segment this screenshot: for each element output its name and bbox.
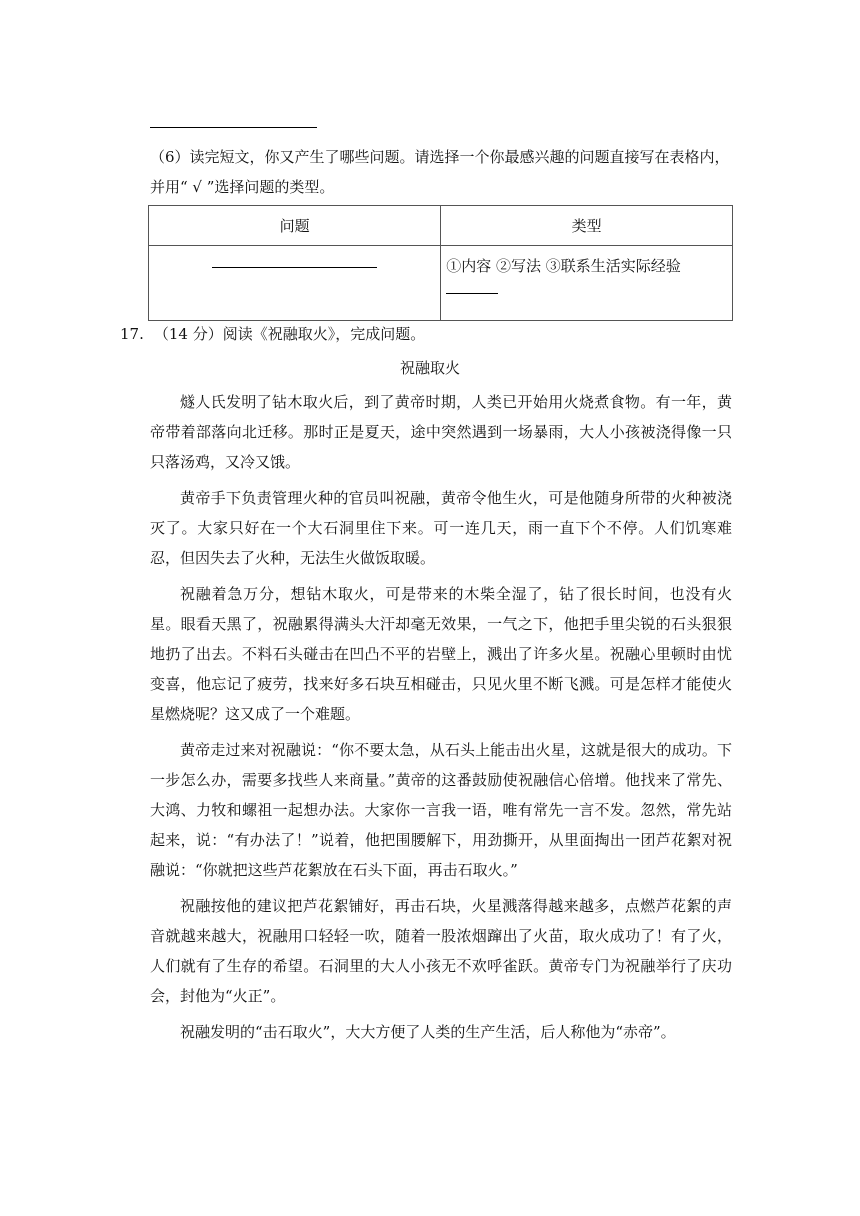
table-header-type: 类型 [441, 206, 733, 246]
question-answer-cell[interactable] [149, 246, 441, 321]
table-header-question: 问题 [149, 206, 441, 246]
table-row [149, 246, 733, 321]
question-17-prompt: （14 分）阅读《祝融取火》，完成问题。 [153, 325, 426, 343]
story-paragraph: 燧人氏发明了钻木取火后，到了黄帝时期，人类已开始用火烧煮食物。有一年，黄帝带着部落向北迁移。那时正是夏天，途中突然遇到一场暴雨，大人小孩被浇得像一只只落汤鸡，又冷又饿。 [150, 393, 732, 471]
question-answer-line [212, 267, 377, 268]
story-paragraph: 黄帝走过来对祝融说：“你不要太急，从石头上能击出火星，这就是很大的成功。下一步怎么办，需要多找些人来商量。”黄帝的这番鼓励使祝融信心倍增。他找来了常先、大鸿、力牧和螺祖一起想办法。大家你一言我一语，唯有常先一言不发。忽然，常先站起来，说：“有办法了！”说着，他把围腰解下，用劲撕开，从里面掏出一团芦花絮对祝融说：“你就把这些芦花絮放在石头下面，再击石取火。” [150, 741, 732, 879]
question-6-text: （6）读完短文，你又产生了哪些问题。请选择一个你最感兴趣的问题直接写在表格内，并用“ √ ”选择问题的类型。 [150, 148, 730, 196]
question-type-table [148, 205, 733, 321]
question-17-number: 17. [120, 325, 144, 343]
story-paragraph: 祝融着急万分，想钻木取火，可是带来的木柴全湿了，钻了很长时间，也没有火星。眼看天黑了，祝融累得满头大汗却毫无效果，一气之下，他把手里尖锐的石头狠狠地扔了出去。不料石头碰击在凹凸不平的岩壁上，溅出了许多火星。祝融心里顿时由忧变喜，他忘记了疲劳，找来好多石块互相碰击，只见火里不断飞溅。可是怎样才能使火星燃烧呢？这又成了一个难题。 [150, 585, 732, 723]
answer-blank-line [150, 127, 317, 128]
type-answer-line [446, 293, 498, 294]
type-options: ①内容 ②写法 ③联系生活实际经验 [446, 257, 681, 275]
story-paragraph: 黄帝手下负责管理火种的官员叫祝融，黄帝令他生火，可是他随身所带的火种被浇灭了。大家只好在一个大石洞里住下来。可一连几天，雨一直下个不停。人们饥寒难忍，但因失去了火种，无法生火做饭取暖。 [150, 489, 732, 567]
story-paragraph: 祝融按他的建议把芦花絮铺好，再击石块，火星溅落得越来越多，点燃芦花絮的声音就越来越大，祝融用口轻轻一吹，随着一股浓烟蹿出了火苗，取火成功了！有了火，人们就有了生存的希望。石洞里的大人小孩无不欢呼雀跃。黄帝专门为祝融举行了庆功会，封他为“火正”。 [150, 897, 732, 1005]
table-header-row [149, 206, 733, 246]
story-body [150, 387, 732, 1047]
question-17-heading [120, 320, 425, 348]
story-paragraph: 祝融发明的“击石取火”，大大方便了人类的生产生活，后人称他为“赤帝”。 [180, 1023, 676, 1041]
type-answer-cell[interactable] [441, 246, 733, 321]
story-title: 祝融取火 [399, 359, 460, 377]
